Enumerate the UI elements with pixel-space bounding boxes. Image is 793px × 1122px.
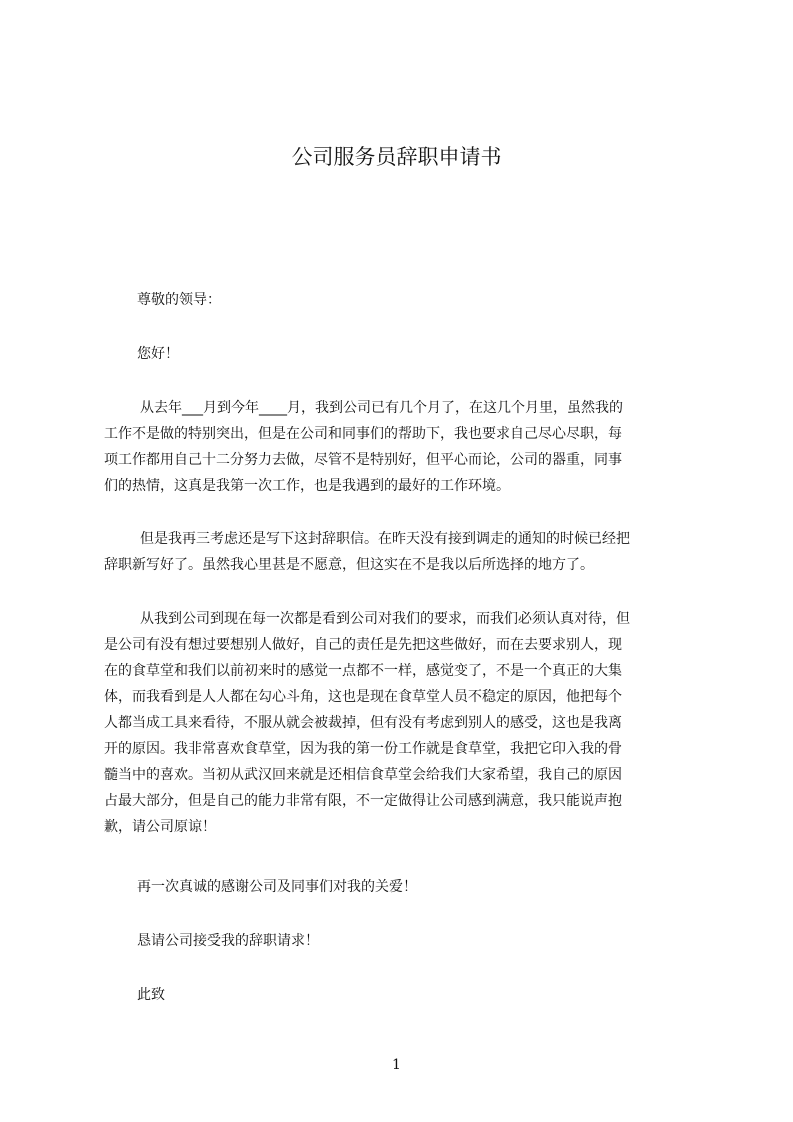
paragraph-line: 歉，请公司原谅！ — [104, 819, 216, 835]
paragraph-line: 在的食草堂和我们以前初来时的感觉一点都不一样，感觉变了，不是一个真正的大集 — [104, 663, 622, 679]
greeting: 您好！ — [137, 346, 179, 362]
paragraph-line: 从去年___月到今年____月，我到公司已有几个月了，在这几个月里，虽然我的 — [140, 400, 623, 416]
paragraph-line: 体，而我看到是人人都在勾心斗角，这也是现在食草堂人员不稳定的原因，他把每个 — [104, 689, 622, 705]
paragraph-2 — [104, 526, 698, 578]
document-title: 公司服务员辞职申请书 — [291, 145, 502, 169]
paragraph-line: 开的原因。我非常喜欢食草堂，因为我的第一份工作就是食草堂，我把它印入我的骨 — [104, 741, 622, 757]
paragraph-1 — [104, 395, 698, 499]
paragraph-line: 髓当中的喜欢。当初从武汉回来就是还相信食草堂会给我们大家希望，我自己的原因 — [104, 767, 622, 783]
paragraph-line: 辞职新写好了。虽然我心里甚是不愿意，但这实在不是我以后所选择的地方了。 — [104, 557, 594, 573]
paragraph-line: 项工作都用自己十二分努力去做，尽管不是特别好，但平心而论，公司的器重，同事 — [104, 452, 622, 468]
paragraph-line: 是公司有没有想过要想别人做好，自己的责任是先把这些做好，而在去要求别人，现 — [104, 637, 622, 653]
thanks-line: 再一次真诚的感谢公司及同事们对我的关爱！ — [137, 879, 417, 895]
paragraph-line: 占最大部分，但是自己的能力非常有限，不一定做得让公司感到满意，我只能说声抱 — [104, 793, 622, 809]
paragraph-line: 但是我再三考虑还是写下这封辞职信。在昨天没有接到调走的通知的时候已经把 — [140, 531, 630, 547]
paragraph-3 — [104, 606, 698, 840]
paragraph-line: 从我到公司到现在每一次都是看到公司对我们的要求，而我们必须认真对待，但 — [140, 611, 630, 627]
paragraph-line: 人都当成工具来看待，不服从就会被裁掉，但有没有考虑到别人的感受，这也是我离 — [104, 715, 622, 731]
page-number: 1 — [392, 1057, 401, 1073]
request-line: 恳请公司接受我的辞职请求！ — [137, 933, 319, 949]
closing-line: 此致 — [137, 987, 165, 1003]
paragraph-line: 工作不是做的特别突出，但是在公司和同事们的帮助下，我也要求自己尽心尽职，每 — [104, 426, 622, 442]
salutation: 尊敬的领导： — [137, 292, 221, 308]
paragraph-line: 们的热情，这真是我第一次工作，也是我遇到的最好的工作环境。 — [104, 478, 510, 494]
